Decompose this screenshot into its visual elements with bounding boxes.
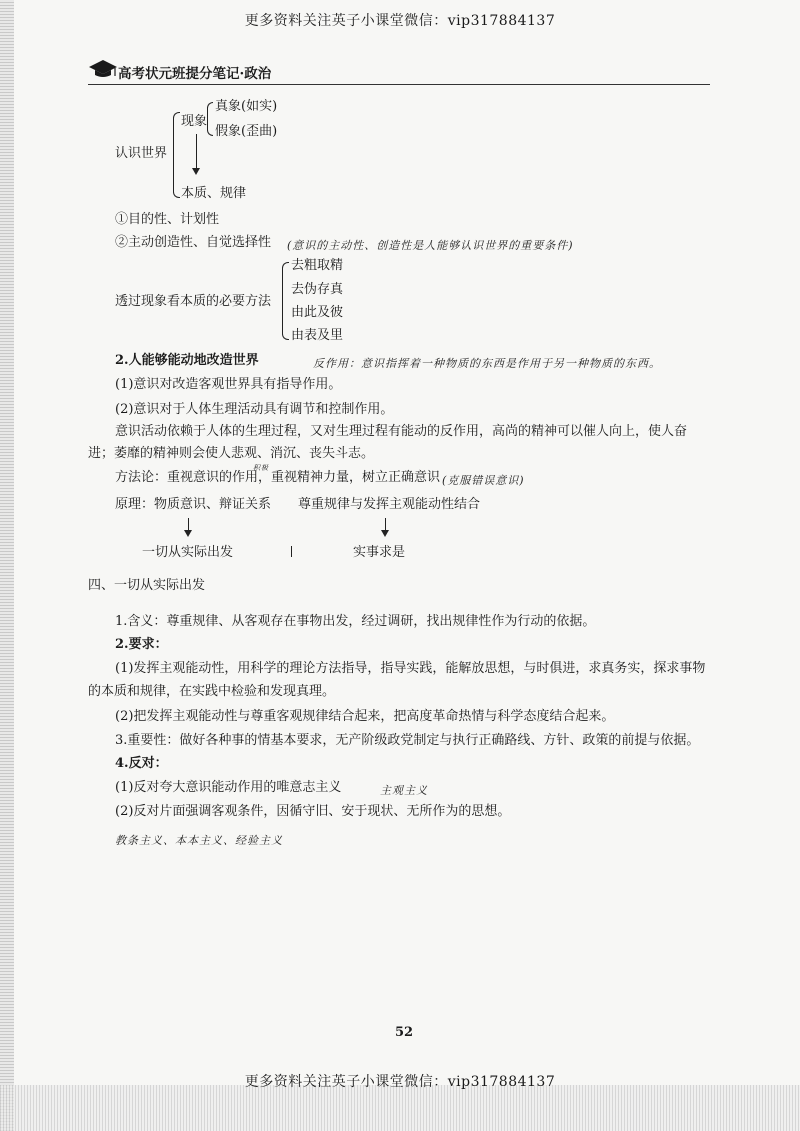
section-paragraph: (1)发挥主观能动性，用科学的理论方法指导，指导实践，能解放思想，与时俱进，求真务实，探求事物 xyxy=(115,661,706,676)
watermark-top: 更多资料关注英子小课堂微信：vip317884137 xyxy=(244,13,556,29)
conclusion-left: 一切从实际出发 xyxy=(142,545,234,560)
section-paragraph: 2.要求： xyxy=(115,637,168,652)
methodology-line: 方法论：重视意识的作用，重视精神力量，树立正确意识 xyxy=(115,470,441,485)
paragraph-spirit-2: 进；萎靡的精神则会使人悲观、消沉、丧失斗志。 xyxy=(88,446,375,461)
separator-mark xyxy=(291,546,292,557)
brace-phenomenon xyxy=(207,102,213,136)
method-item: 由表及里 xyxy=(291,328,344,343)
arrow-down-icon xyxy=(184,530,192,537)
scan-edge-bottom xyxy=(0,1085,800,1131)
header-rule xyxy=(88,84,710,85)
graduation-cap-icon xyxy=(88,58,118,80)
method-item: 去伪存真 xyxy=(291,282,344,297)
section-paragraph: 1.含义：尊重规律、从客观存在事物出发，经过调研，找出规律性作为行动的依据。 xyxy=(115,614,596,629)
false-phenomenon: 假象(歪曲) xyxy=(215,124,278,139)
section-paragraph: 3.重要性：做好各种事的情基本要求，无产阶级政党制定与执行正确路线、方针、政策的前提与依据。 xyxy=(115,733,700,748)
phenomenon-label: 现象 xyxy=(181,114,208,129)
methodology-tag: 积极 xyxy=(253,464,269,472)
brace-root xyxy=(173,112,180,198)
diagram-root-label: 认识世界 xyxy=(115,146,168,161)
section-paragraph: (1)反对夸大意识能动作用的唯意志主义 xyxy=(115,780,342,795)
arrow-down-icon xyxy=(192,168,200,175)
brace-methods xyxy=(282,262,289,340)
line-regulate: (2)意识对于人体生理活动具有调节和控制作用。 xyxy=(115,402,394,417)
arrow-down-icon xyxy=(381,530,389,537)
line-guide: (1)意识对改造客观世界具有指导作用。 xyxy=(115,377,342,392)
line-purpose: ①目的性、计划性 xyxy=(115,212,220,227)
methodology-note: (克服错误意识) xyxy=(442,474,525,487)
section-note: 主观主义 xyxy=(380,784,428,797)
watermark-bottom: 更多资料关注英子小课堂微信：vip317884137 xyxy=(244,1074,556,1090)
section-paragraph: (2)把发挥主观能动性与尊重客观规律结合起来，把高度革命热情与科学态度结合起来。 xyxy=(115,709,615,724)
transform-note: 反作用：意识指挥着一种物质的东西是作用于另一种物质的东西。 xyxy=(313,357,661,370)
section-note: 教条主义、本本主义、经验主义 xyxy=(115,834,283,847)
section-paragraph: 的本质和规律，在实践中检验和发现真理。 xyxy=(88,684,336,699)
conclusion-right: 实事求是 xyxy=(353,545,406,560)
transform-heading: 2.人能够能动地改造世界 xyxy=(115,353,259,368)
true-phenomenon: 真象(如实) xyxy=(215,99,278,114)
method-item: 由此及彼 xyxy=(291,305,344,320)
line-initiative-note: (意识的主动性、创造性是人能够认识世界的重要条件) xyxy=(287,239,574,252)
page-number: 52 xyxy=(395,1025,414,1040)
scan-edge-left xyxy=(0,0,14,1131)
section-title: 四、一切从实际出发 xyxy=(88,578,206,593)
paragraph-spirit-1: 意识活动依赖于人体的生理过程，又对生理过程有能动的反作用，高尚的精神可以催人向上，使人奋 xyxy=(115,424,688,439)
line-initiative: ②主动创造性、自觉选择性 xyxy=(115,235,272,250)
method-item: 去粗取精 xyxy=(291,258,344,273)
method-root-label: 透过现象看本质的必要方法 xyxy=(115,294,272,309)
arrow-shaft xyxy=(196,134,197,169)
essence-label: 本质、规律 xyxy=(181,186,247,201)
header-title: 高考状元班提分笔记·政治 xyxy=(118,66,272,82)
section-paragraph: 4.反对： xyxy=(115,756,168,771)
principle-right: 尊重规律与发挥主观能动性结合 xyxy=(298,497,481,512)
principle-line: 原理：物质意识、辩证关系 xyxy=(115,497,272,512)
section-paragraph: (2)反对片面强调客观条件，因循守旧、安于现状、无所作为的思想。 xyxy=(115,804,511,819)
